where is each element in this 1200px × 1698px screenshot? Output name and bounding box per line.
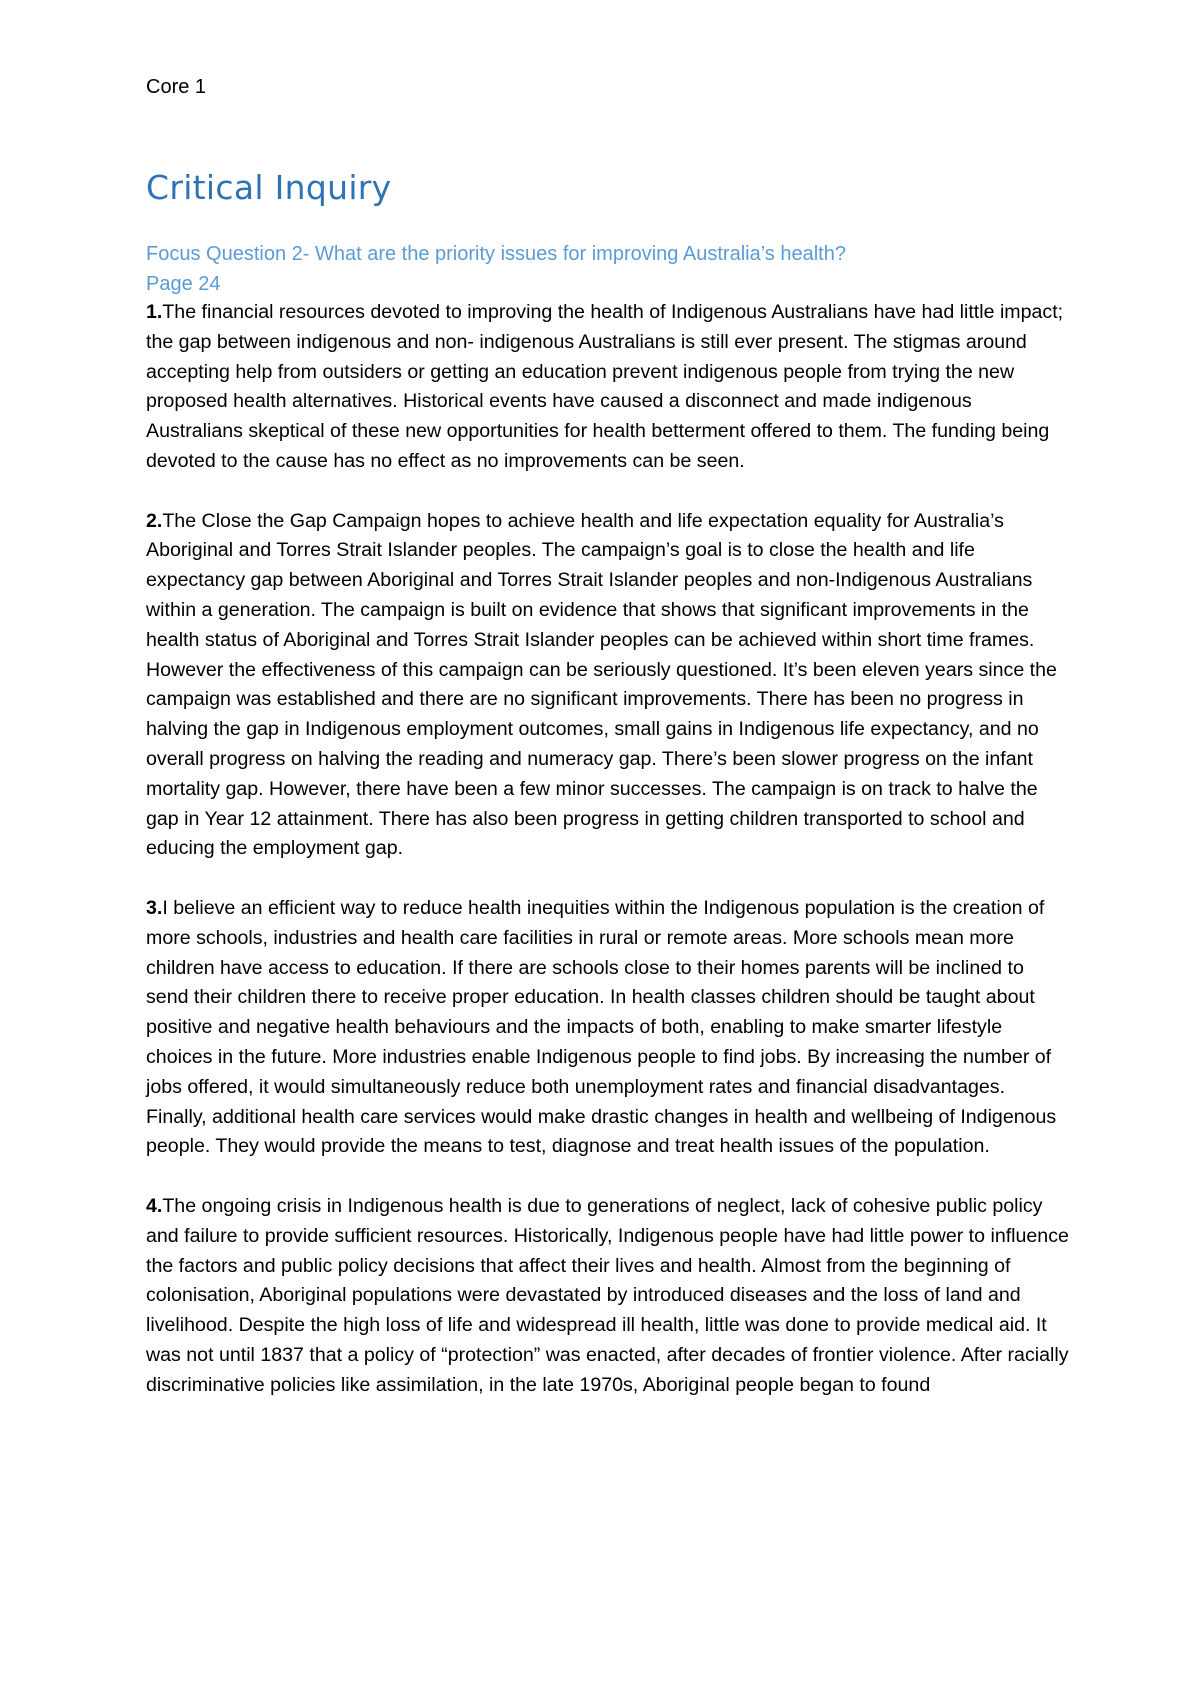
answer-text: The Close the Gap Campaign hopes to achieve health and life expectation equality for Australia’s Aboriginal and Torres Strait Islander peoples. The campaign’s goal is to close the health and life expectancy gap between Aboriginal and Torres Strait Islander peoples and non-Indigenous Australians within a generation. The campaign is built on evidence that shows that significant improvements in the health status of Aboriginal and Torres Strait Islander peoples can be achieved within short time frames. However the effectiveness of this campaign can be seriously questioned. It’s been eleven years since the campaign was established and there are no significant improvements. There has been no progress in halving the gap in Indigenous employment outcomes, small gains in Indigenous life expectancy, and no overall progress on halving the reading and numeracy gap. There’s been slower progress on the infant mortality gap. However, there have been a few minor successes. The campaign is on track to halve the gap in Year 12 attainment. There has also been progress in getting children transported to school and educing the employment gap. <box>146 509 1057 860</box>
answer-paragraph-4 <box>146 1192 1071 1401</box>
answer-number: 2. <box>146 509 163 532</box>
answers-body <box>146 298 1071 1430</box>
answer-text: The financial resources devoted to improving the health of Indigenous Australians have had little impact; the gap between indigenous and non- indigenous Australians is still ever present. The stigmas around accepting help from outsiders or getting an education prevent indigenous people from trying the new proposed health alternatives. Historical events have caused a disconnect and made indigenous Australians skeptical of these new opportunities for health betterment offered to them. The funding being devoted to the cause has no effect as no improvements can be seen. <box>146 301 1064 472</box>
page-reference: Page 24 <box>146 272 221 295</box>
answer-text: The ongoing crisis in Indigenous health is due to generations of neglect, lack of cohesive public policy and failure to provide sufficient resources. Historically, Indigenous people have had little power to influence the factors and public policy decisions that affect their lives and health. Almost from the beginning of colonisation, Aboriginal populations were devastated by introduced diseases and the loss of land and livelihood. Despite the high loss of life and widespread ill health, little was done to provide medical aid. It was not until 1837 that a policy of “protection” was enacted, after decades of frontier violence. After racially discriminative policies like assimilation, in the late 1970s, Aboriginal people began to found <box>146 1194 1069 1396</box>
focus-question: Focus Question 2- What are the priority issues for improving Australia’s health? <box>146 243 846 265</box>
focus-question-block <box>146 240 1076 299</box>
answer-number: 1. <box>146 301 163 323</box>
answer-paragraph-1 <box>146 298 1071 477</box>
answer-text: I believe an efficient way to reduce health inequities within the Indigenous population is the creation of more schools, industries and health care facilities in rural or remote areas. More schools mean more children have access to education. If there are schools close to their homes parents will be inclined to send their children there to receive proper education. In health classes children should be taught about positive and negative health behaviours and the impacts of both, enabling to make smarter lifestyle choices in the future. More industries enable Indigenous people to find jobs. By increasing the number of jobs offered, it would simultaneously reduce both unemployment rates and financial disadvantages. Finally, additional health care services would make drastic changes in health and wellbeing of Indigenous people. They would provide the means to test, diagnose and treat health issues of the population. <box>146 896 1057 1158</box>
answer-number: 3. <box>146 896 163 919</box>
answer-number: 4. <box>146 1194 163 1217</box>
answer-paragraph-3 <box>146 894 1071 1162</box>
page-title: Critical Inquiry <box>146 168 392 207</box>
page-header: Core 1 <box>146 76 207 98</box>
answer-paragraph-2 <box>146 507 1071 865</box>
